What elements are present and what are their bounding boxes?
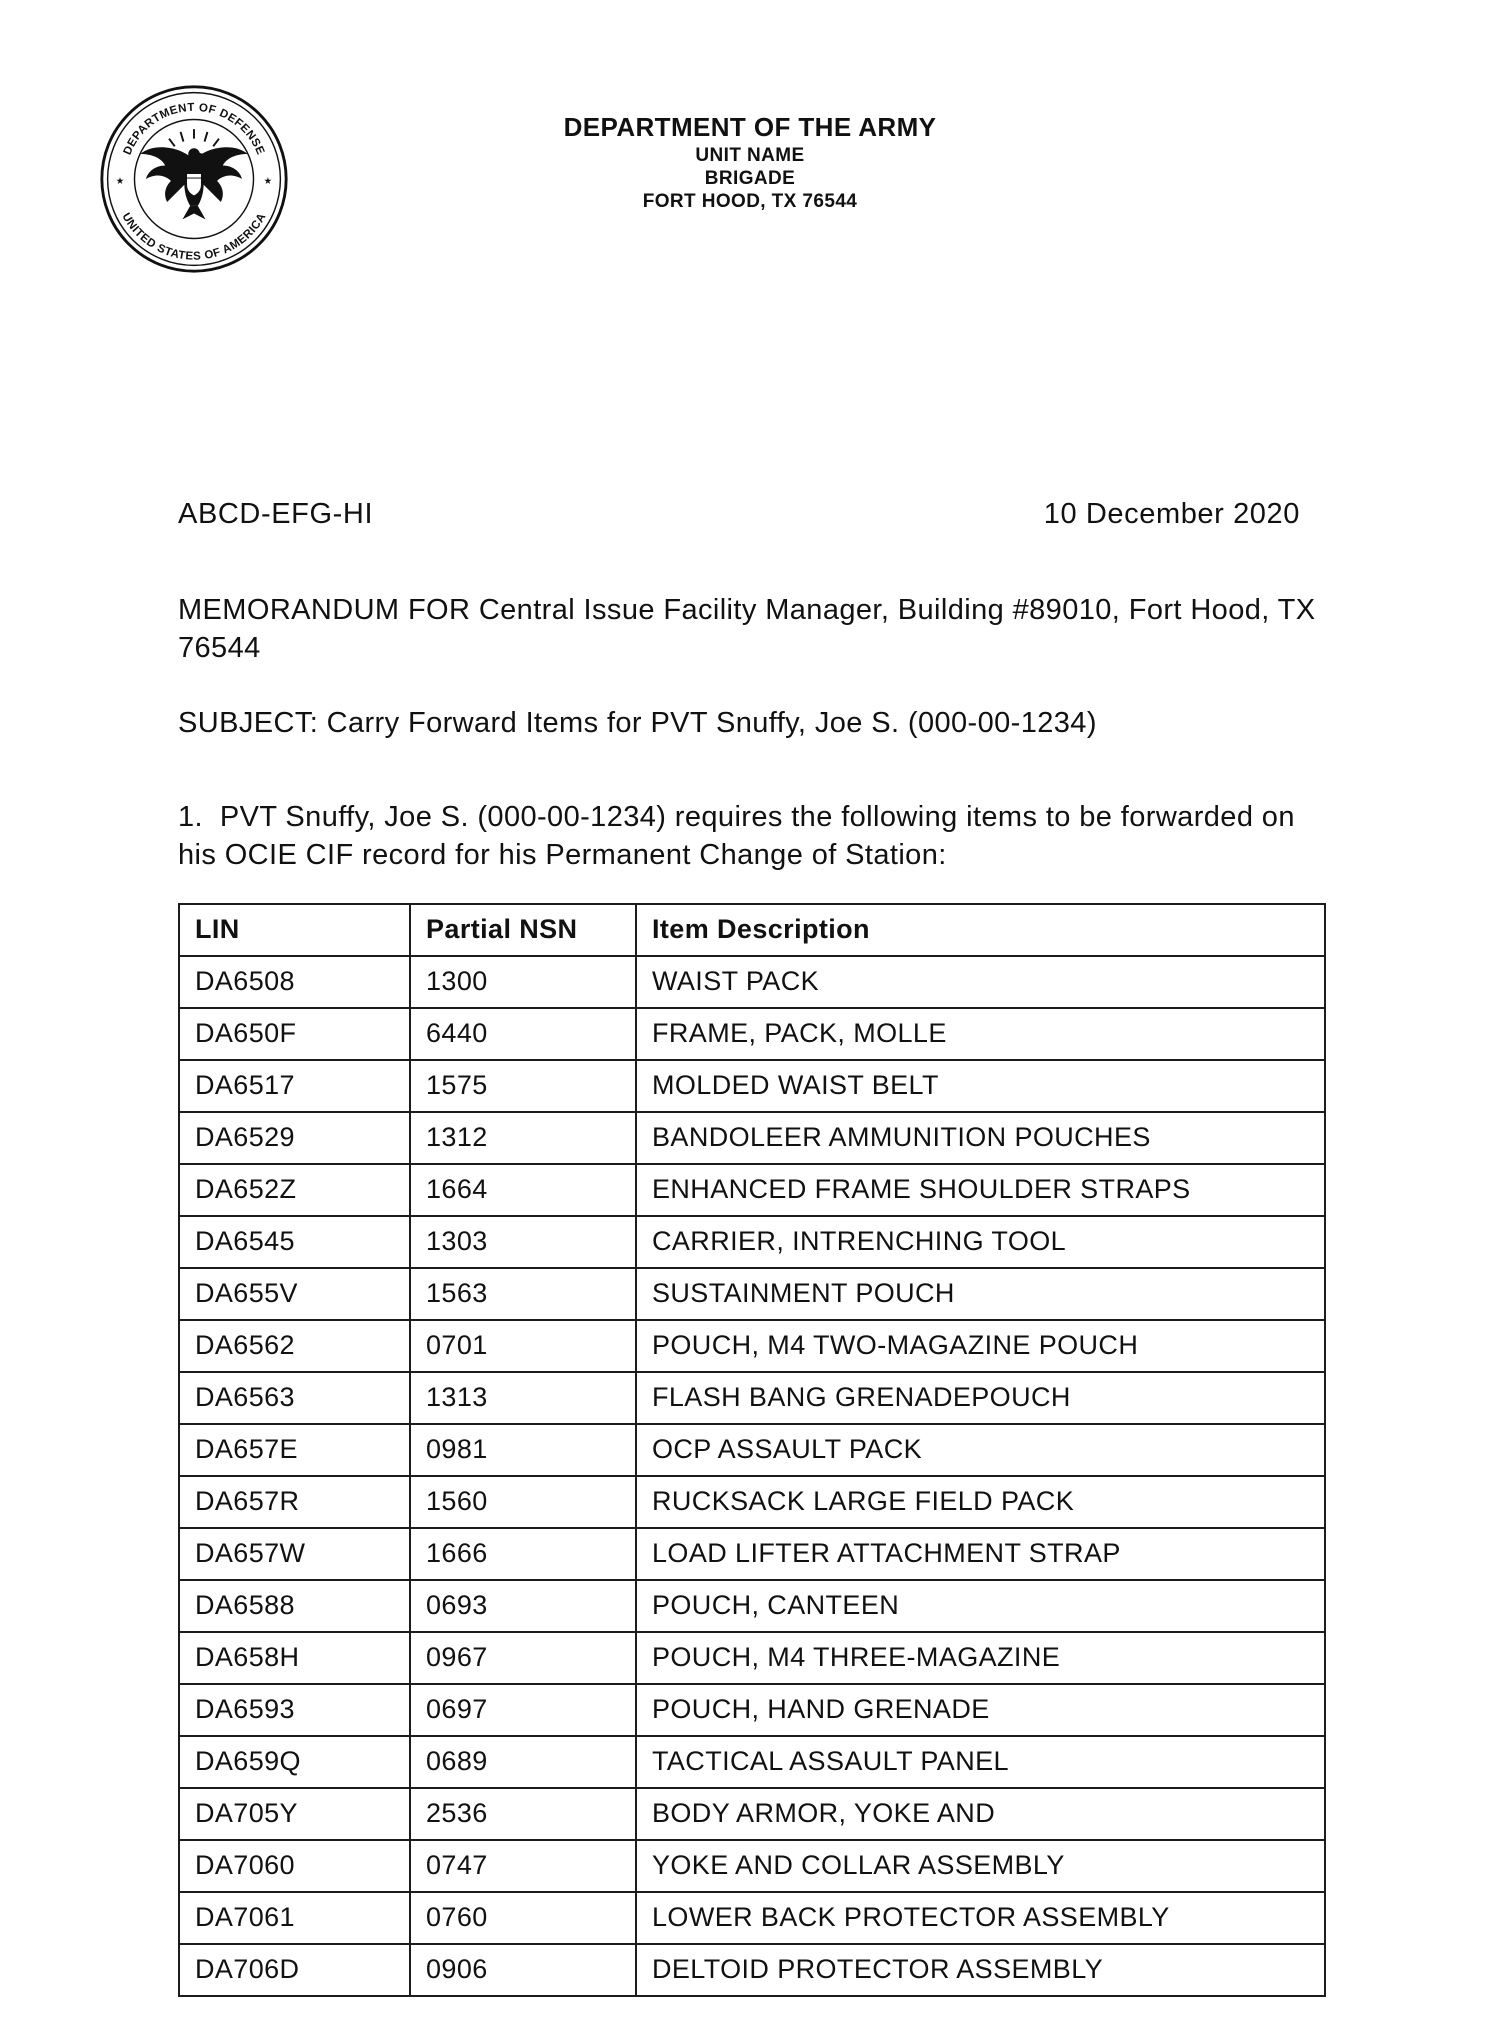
table-row — [179, 1528, 1325, 1580]
post-address: FORT HOOD, TX 76544 — [642, 191, 858, 213]
brigade-name: BRIGADE — [704, 167, 796, 189]
description-cell: DELTOID PROTECTOR ASSEMBLY — [636, 1944, 1325, 1996]
description-cell: LOWER BACK PROTECTOR ASSEMBLY — [636, 1892, 1325, 1944]
lin-cell: DA657E — [179, 1424, 410, 1476]
table-row — [179, 1892, 1325, 1944]
nsn-cell: 0689 — [410, 1736, 636, 1788]
memo-date: 10 December 2020 — [1043, 498, 1300, 530]
table-row — [179, 1008, 1325, 1060]
description-cell: POUCH, HAND GRENADE — [636, 1684, 1325, 1736]
table-row — [179, 1684, 1325, 1736]
lin-cell: DA6517 — [179, 1060, 410, 1112]
nsn-cell: 0693 — [410, 1580, 636, 1632]
description-cell: WAIST PACK — [636, 956, 1325, 1008]
lin-cell: DA6593 — [179, 1684, 410, 1736]
table-row — [179, 1216, 1325, 1268]
description-cell: MOLDED WAIST BELT — [636, 1060, 1325, 1112]
table-row — [179, 1632, 1325, 1684]
table-row — [179, 1268, 1325, 1320]
table-row — [179, 1372, 1325, 1424]
description-cell: YOKE AND COLLAR ASSEMBLY — [636, 1840, 1325, 1892]
nsn-cell: 1563 — [410, 1268, 636, 1320]
table-header-row — [179, 904, 1325, 956]
table-row — [179, 1164, 1325, 1216]
subject-line: SUBJECT: Carry Forward Items for PVT Snuffy, Joe S. (000-00-1234) — [178, 706, 1097, 739]
office-symbol: ABCD-EFG-HI — [178, 498, 374, 530]
table-row — [179, 1840, 1325, 1892]
description-cell: LOAD LIFTER ATTACHMENT STRAP — [636, 1528, 1325, 1580]
column-header-item-description: Item Description — [636, 904, 1325, 956]
nsn-cell: 0981 — [410, 1424, 636, 1476]
seal-bottom-text: UNITED STATES OF AMERICA — [119, 211, 269, 263]
description-cell: FLASH BANG GRENADEPOUCH — [636, 1372, 1325, 1424]
table-row — [179, 1736, 1325, 1788]
column-header-lin: LIN — [179, 904, 410, 956]
lin-cell: DA6562 — [179, 1320, 410, 1372]
lin-cell: DA652Z — [179, 1164, 410, 1216]
nsn-cell: 1560 — [410, 1476, 636, 1528]
unit-name: UNIT NAME — [695, 144, 805, 166]
table-row — [179, 1424, 1325, 1476]
paragraph-1: 1. PVT Snuffy, Joe S. (000-00-1234) requires the following items to be forwarded on his OCIE CIF record for his Permanent Change of Station: — [178, 800, 1304, 872]
nsn-cell: 1312 — [410, 1112, 636, 1164]
table-row — [179, 1060, 1325, 1112]
table-row — [179, 956, 1325, 1008]
table-row — [179, 1112, 1325, 1164]
lin-cell: DA655V — [179, 1268, 410, 1320]
items-table — [178, 903, 1326, 1997]
lin-cell: DA6545 — [179, 1216, 410, 1268]
lin-cell: DA705Y — [179, 1788, 410, 1840]
table-row — [179, 1944, 1325, 1996]
letterhead — [0, 0, 1500, 432]
office-symbol-row — [178, 498, 1300, 531]
lin-cell: DA6563 — [179, 1372, 410, 1424]
description-cell: ENHANCED FRAME SHOULDER STRAPS — [636, 1164, 1325, 1216]
description-cell: POUCH, M4 THREE-MAGAZINE — [636, 1632, 1325, 1684]
dod-seal-icon — [98, 83, 290, 275]
description-cell: SUSTAINMENT POUCH — [636, 1268, 1325, 1320]
nsn-cell: 0906 — [410, 1944, 636, 1996]
description-cell: TACTICAL ASSAULT PANEL — [636, 1736, 1325, 1788]
lin-cell: DA7061 — [179, 1892, 410, 1944]
nsn-cell: 6440 — [410, 1008, 636, 1060]
table-row — [179, 1580, 1325, 1632]
description-cell: RUCKSACK LARGE FIELD PACK — [636, 1476, 1325, 1528]
description-cell: CARRIER, INTRENCHING TOOL — [636, 1216, 1325, 1268]
seal-star-left-icon: ★ — [115, 175, 125, 187]
lin-cell: DA6588 — [179, 1580, 410, 1632]
department-title: DEPARTMENT OF THE ARMY — [563, 112, 937, 142]
lin-cell: DA6508 — [179, 956, 410, 1008]
nsn-cell: 1664 — [410, 1164, 636, 1216]
lin-cell: DA658H — [179, 1632, 410, 1684]
table-row — [179, 1788, 1325, 1840]
nsn-cell: 0697 — [410, 1684, 636, 1736]
nsn-cell: 1575 — [410, 1060, 636, 1112]
description-cell: POUCH, CANTEEN — [636, 1580, 1325, 1632]
nsn-cell: 0760 — [410, 1892, 636, 1944]
nsn-cell: 0747 — [410, 1840, 636, 1892]
seal-star-right-icon: ★ — [263, 175, 273, 187]
description-cell: POUCH, M4 TWO-MAGAZINE POUCH — [636, 1320, 1325, 1372]
table-row — [179, 1320, 1325, 1372]
seal-top-text: DEPARTMENT OF DEFENSE — [121, 101, 267, 157]
lin-cell: DA650F — [179, 1008, 410, 1060]
nsn-cell: 0701 — [410, 1320, 636, 1372]
table-row — [179, 1476, 1325, 1528]
lin-cell: DA7060 — [179, 1840, 410, 1892]
description-cell: BODY ARMOR, YOKE AND — [636, 1788, 1325, 1840]
lin-cell: DA659Q — [179, 1736, 410, 1788]
description-cell: BANDOLEER AMMUNITION POUCHES — [636, 1112, 1325, 1164]
description-cell: FRAME, PACK, MOLLE — [636, 1008, 1325, 1060]
nsn-cell: 1666 — [410, 1528, 636, 1580]
lin-cell: DA706D — [179, 1944, 410, 1996]
shield-icon — [186, 173, 201, 196]
lin-cell: DA657R — [179, 1476, 410, 1528]
description-cell: OCP ASSAULT PACK — [636, 1424, 1325, 1476]
memorandum-for-line: MEMORANDUM FOR Central Issue Facility Manager, Building #89010, Fort Hood, TX 76544 — [178, 594, 1324, 665]
items-table-body — [179, 956, 1325, 1996]
nsn-cell: 0967 — [410, 1632, 636, 1684]
lin-cell: DA657W — [179, 1528, 410, 1580]
nsn-cell: 1303 — [410, 1216, 636, 1268]
nsn-cell: 1313 — [410, 1372, 636, 1424]
nsn-cell: 1300 — [410, 956, 636, 1008]
nsn-cell: 2536 — [410, 1788, 636, 1840]
column-header-partial-nsn: Partial NSN — [410, 904, 636, 956]
lin-cell: DA6529 — [179, 1112, 410, 1164]
